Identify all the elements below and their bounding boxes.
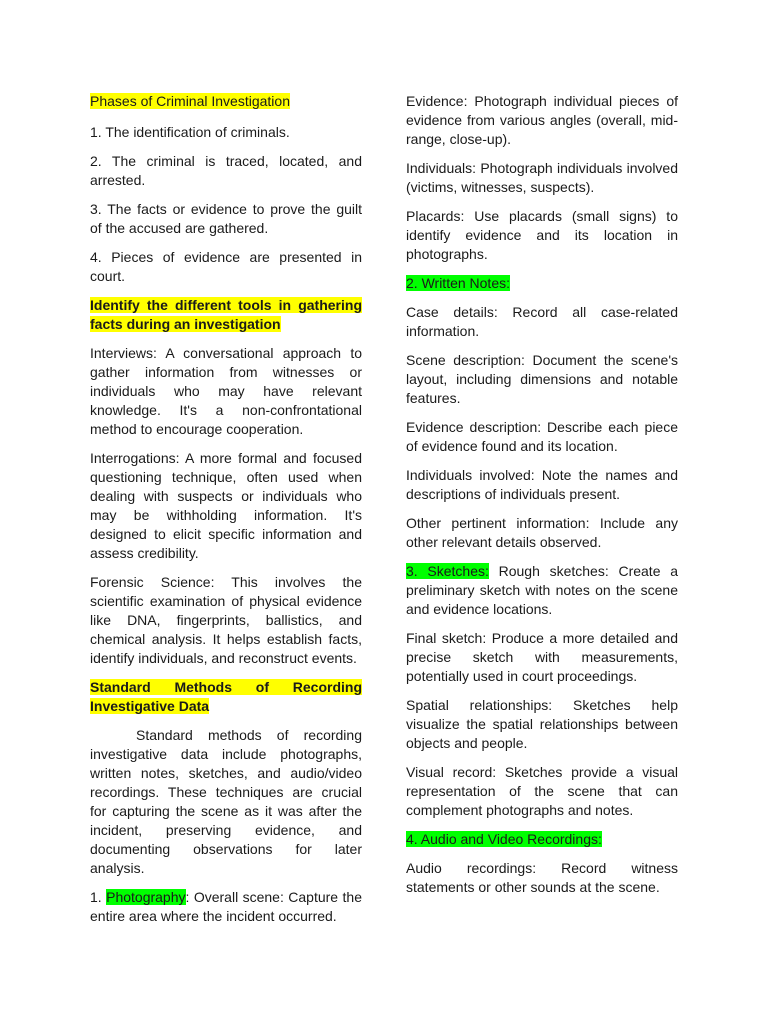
- tools-heading: [90, 296, 362, 334]
- phase-item: 2. The criminal is traced, located, and arrested.: [90, 153, 362, 188]
- methods-heading-text: Standard Methods of Recording Investigative Data: [90, 679, 362, 714]
- tool-paragraph: Interrogations: A more formal and focused questioning technique, often used when dealing with suspects or individuals who may be withholding information. It's designed to elicit specific information and assess credibility.: [90, 450, 362, 561]
- left-column: [90, 92, 362, 936]
- sketch-item: Final sketch: Produce a more detailed and precise sketch with measurements, potentially used in court proceedings.: [406, 630, 678, 684]
- sketch-item: Spatial relationships: Sketches help visualize the spatial relationships between objects and people.: [406, 697, 678, 751]
- phases-heading: [90, 92, 362, 111]
- methods-intro: Standard methods of recording investigative data include photographs, written notes, sketches, and audio/video recordings. These techniques are crucial for capturing the scene as it was after the incident, preserving evidence, and documenting observations for later analysis.: [90, 727, 362, 876]
- photography-label: Photography: [106, 889, 186, 905]
- tool-paragraph: Forensic Science: This involves the scientific examination of physical evidence like DNA, fingerprints, ballistics, and chemical analysis. It helps establish facts, identify individuals, and reconstruct events.: [90, 574, 362, 666]
- tool-paragraph: Interviews: A conversational approach to gather information from witnesses or individuals who may have relevant knowledge. It's a non-confrontational method to encourage cooperation.: [90, 345, 362, 437]
- methods-heading: [90, 678, 362, 716]
- photography-item: [90, 888, 362, 926]
- phases-heading-text: Phases of Criminal Investigation: [90, 93, 290, 109]
- notes-item: Other pertinent information: Include any other relevant details observed.: [406, 515, 678, 550]
- sketches-text: Rough sketches: Create a preliminary sketch with notes on the scene and evidence locations.: [406, 563, 678, 617]
- photo-item: Placards: Use placards (small signs) to identify evidence and its location in photographs.: [406, 208, 678, 262]
- notes-item: Scene description: Document the scene's layout, including dimensions and notable features.: [406, 352, 678, 406]
- written-notes-heading: [406, 274, 678, 293]
- sketches-label: 3. Sketches:: [406, 563, 489, 579]
- sketches-item: [406, 562, 678, 619]
- phase-item: 1. The identification of criminals.: [90, 124, 290, 140]
- tools-heading-text: Identify the different tools in gathering facts during an investigation: [90, 297, 362, 332]
- photo-item: Evidence: Photograph individual pieces of evidence from various angles (overall, mid-range, close-up).: [406, 93, 678, 147]
- photography-text: : Overall scene: Capture the entire area where the incident occurred.: [90, 889, 362, 924]
- phase-item: 3. The facts or evidence to prove the guilt of the accused are gathered.: [90, 201, 362, 236]
- sketch-item: Visual record: Sketches provide a visual representation of the scene that can complement photographs and notes.: [406, 764, 678, 818]
- photo-item: Individuals: Photograph individuals involved (victims, witnesses, suspects).: [406, 160, 678, 195]
- audio-video-heading-text: 4. Audio and Video Recordings:: [406, 831, 602, 847]
- right-column: [406, 92, 678, 907]
- notes-item: Evidence description: Describe each piece of evidence found and its location.: [406, 419, 678, 454]
- notes-item: Case details: Record all case-related information.: [406, 304, 678, 339]
- notes-item: Individuals involved: Note the names and descriptions of individuals present.: [406, 467, 678, 502]
- av-item: Audio recordings: Record witness statements or other sounds at the scene.: [406, 860, 678, 895]
- phase-item: 4. Pieces of evidence are presented in court.: [90, 249, 362, 284]
- photography-number: 1.: [90, 889, 107, 905]
- written-notes-heading-text: 2. Written Notes:: [406, 275, 511, 291]
- audio-video-heading: [406, 830, 678, 849]
